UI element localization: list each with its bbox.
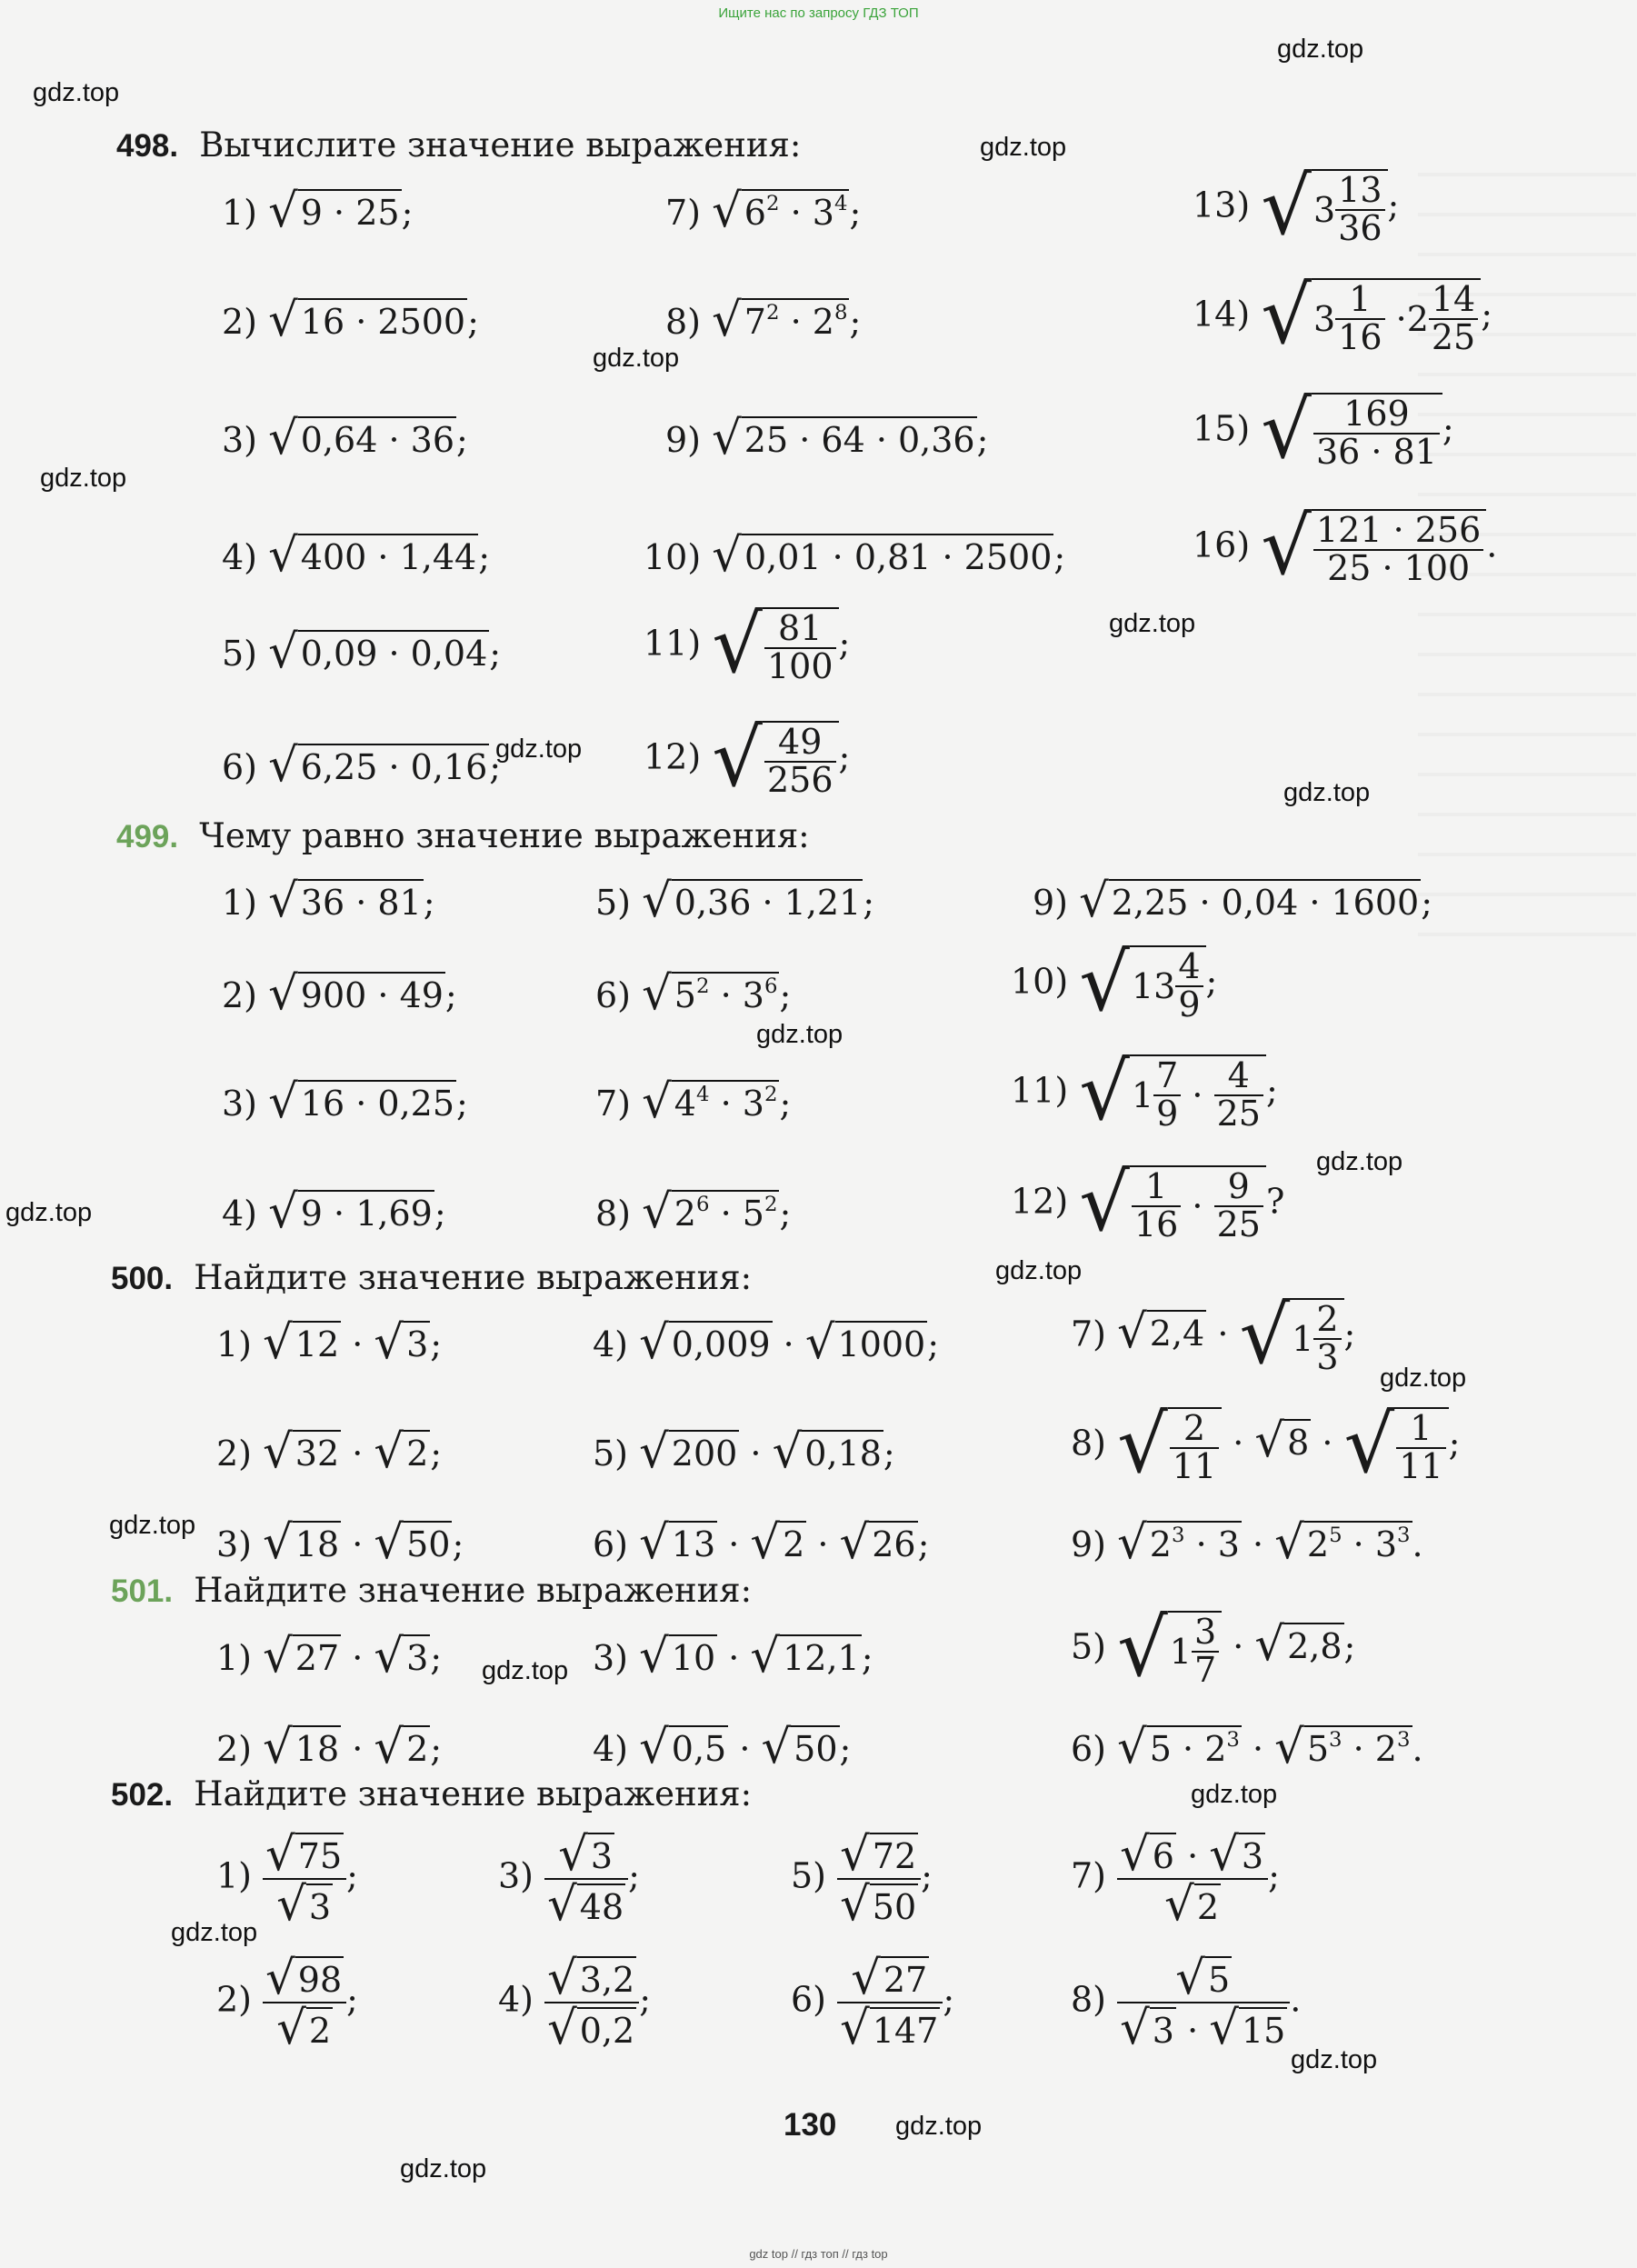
problem-title: Чему равно значение выражения: — [199, 816, 810, 855]
problem-number: 498. — [116, 128, 179, 164]
expr-502-8: 8) $\frac{√5}{√3 \cdot √15}$ . — [1071, 1950, 1302, 2056]
problem-title: Найдите значение выражения: — [194, 1571, 753, 1610]
page-number: 130 — [784, 2107, 837, 2143]
expr-498-11: 11) √ $\frac{81}{100}$ ; — [644, 598, 851, 691]
watermark: gdz.top — [482, 1656, 569, 1685]
expr-500-3: 3) √18 · √50; — [216, 1514, 464, 1570]
expr-498-4: 4) √400 · 1,44; — [222, 527, 490, 583]
problem-500-header — [111, 1258, 752, 1297]
problem-number: 502. — [111, 1777, 174, 1813]
watermark: gdz.top — [980, 133, 1067, 162]
watermark: gdz.top — [1191, 1780, 1278, 1809]
expr-498-9: 9) √25 · 64 · 0,36; — [665, 410, 989, 465]
expr-498-7: 7) $√6^2 \cdot 3^4$; — [665, 183, 862, 238]
expr-498-15: 15) √ $\frac{169}{36 \cdot 81}$ ; — [1193, 384, 1454, 476]
problem-number: 499. — [116, 819, 179, 854]
watermark: gdz.top — [895, 2112, 983, 2141]
expr-502-2: 2) $\frac{√98}{√2}$ ; — [216, 1950, 358, 2056]
top-banner: Ищите нас по запросу ГДЗ ТОП — [718, 5, 919, 21]
expr-500-4: 4) √0,009 · √1000; — [593, 1314, 940, 1370]
expr-499-12: 12) √ $\frac{1}{16}$ · $\frac{9}{25}$ ? — [1011, 1156, 1285, 1249]
expr-498-16: 16) √ $\frac{121 \cdot 256}{25 \cdot 100}$ . — [1193, 500, 1498, 593]
expr-498-8: 8) $√7^2 \cdot 2^8$; — [665, 292, 862, 347]
expr-499-2: 2) √900 · 49; — [222, 965, 457, 1021]
problem-502-header — [111, 1774, 752, 1813]
expr-501-1: 1) √27 · √3; — [216, 1628, 443, 1684]
watermark: gdz.top — [33, 78, 120, 107]
watermark: gdz.top — [1380, 1364, 1467, 1393]
watermark: gdz.top — [109, 1511, 196, 1540]
expr-500-2: 2) √32 · √2; — [216, 1424, 443, 1479]
expr-498-6: 6) √6,25 · 0,16; — [222, 737, 502, 793]
expr-501-5: 5) √ 1 $\frac{3}{7}$ · √2,8; — [1071, 1602, 1356, 1694]
expr-499-8: 8) $√2^6 \cdot 5^2$; — [595, 1184, 792, 1239]
expr-499-1: 1) √36 · 81; — [222, 873, 435, 928]
watermark: gdz.top — [756, 1020, 843, 1049]
expr-502-6: 6) $\frac{√27}{√147}$ ; — [791, 1950, 955, 2056]
problem-title: Вычислите значение выражения: — [199, 125, 802, 165]
expr-499-9: 9) √2,25 · 0,04 · 1600; — [1033, 873, 1433, 928]
watermark: gdz.top — [1283, 778, 1371, 807]
expr-501-2: 2) √18 · √2; — [216, 1719, 443, 1774]
watermark: gdz.top — [1316, 1147, 1403, 1176]
expr-501-4: 4) √0,5 · √50; — [593, 1719, 852, 1774]
problem-title: Найдите значение выражения: — [194, 1258, 753, 1297]
expr-502-3: 3) $\frac{√3}{√48}$ ; — [498, 1826, 640, 1933]
expr-498-10: 10) √0,01 · 0,81 · 2500; — [644, 527, 1066, 583]
expr-500-8: 8) √ $\frac{2}{11}$ · √8 · √ $\frac{1}{11}$ ; — [1071, 1398, 1461, 1491]
expr-500-7: 7) √2,4 · √ 1 $\frac{2}{3}$ ; — [1071, 1289, 1356, 1382]
expr-502-5: 5) $\frac{√72}{√50}$ ; — [791, 1826, 933, 1933]
expr-499-10: 10) √ 13 $\frac{4}{9}$ ; — [1011, 936, 1218, 1029]
expr-501-3: 3) √10 · √12,1; — [593, 1628, 873, 1684]
expr-498-1: 1) √9 · 25; — [222, 183, 414, 238]
watermark: gdz.top — [1291, 2045, 1378, 2074]
watermark: gdz.top — [593, 344, 680, 373]
watermark: gdz.top — [1277, 35, 1364, 64]
watermark: gdz.top — [40, 464, 127, 493]
expr-500-6: 6) √13 · √2 · √26; — [593, 1514, 930, 1570]
watermark: gdz.top — [495, 734, 583, 764]
expr-499-5: 5) √0,36 · 1,21; — [595, 873, 875, 928]
watermark: gdz.top — [171, 1918, 258, 1947]
expr-498-2: 2) √16 · 2500; — [222, 292, 479, 347]
problem-498-header — [116, 125, 801, 165]
expr-498-14: 14) √ 3 $\frac{1}{16}$ · 2 $\frac{14}{25}$ ; — [1193, 269, 1493, 362]
expr-498-5: 5) √0,09 · 0,04; — [222, 624, 502, 679]
problem-number: 500. — [111, 1261, 174, 1296]
expr-500-1: 1) √12 · √3; — [216, 1314, 443, 1370]
expr-500-9: 9) $√2^3 \cdot 3 \cdot √2^5 \cdot 3^3$. — [1071, 1514, 1423, 1570]
expr-499-6: 6) $√5^2 \cdot 3^6$; — [595, 965, 792, 1021]
expr-501-6: 6) $√5 \cdot 2^3 \cdot √5^3 \cdot 2^3$. — [1071, 1719, 1423, 1774]
watermark: gdz.top — [5, 1198, 93, 1227]
expr-502-4: 4) $\frac{√3,2}{√0,2}$ ; — [498, 1950, 652, 2056]
problem-499-header — [116, 816, 810, 855]
expr-498-3: 3) √0,64 · 36; — [222, 410, 468, 465]
problem-501-header — [111, 1571, 752, 1610]
expr-499-3: 3) √16 · 0,25; — [222, 1074, 468, 1129]
expr-498-13: 13) √ 3 $\frac{13}{36}$ ; — [1193, 160, 1400, 253]
expr-499-11: 11) √ 1 $\frac{7}{9}$ · $\frac{4}{25}$ ; — [1011, 1045, 1278, 1138]
expr-502-1: 1) $\frac{√75}{√3}$ ; — [216, 1826, 358, 1933]
watermark: gdz.top — [995, 1256, 1083, 1285]
expr-499-4: 4) √9 · 1,69; — [222, 1184, 446, 1239]
expr-500-5: 5) √200 · √0,18; — [593, 1424, 895, 1479]
expr-502-7: 7) $\frac{√6 \cdot √3}{√2}$ ; — [1071, 1826, 1280, 1933]
expr-498-12: 12) √ $\frac{49}{256}$ ; — [644, 712, 851, 804]
problem-title: Найдите значение выражения: — [194, 1774, 753, 1813]
problem-number: 501. — [111, 1574, 174, 1609]
expr-499-7: 7) $√4^4 \cdot 3^2$; — [595, 1074, 792, 1129]
watermark: gdz.top — [1109, 609, 1196, 638]
bottom-banner: gdz top // гдз топ // гдз top — [749, 2247, 888, 2261]
watermark: gdz.top — [400, 2154, 487, 2183]
